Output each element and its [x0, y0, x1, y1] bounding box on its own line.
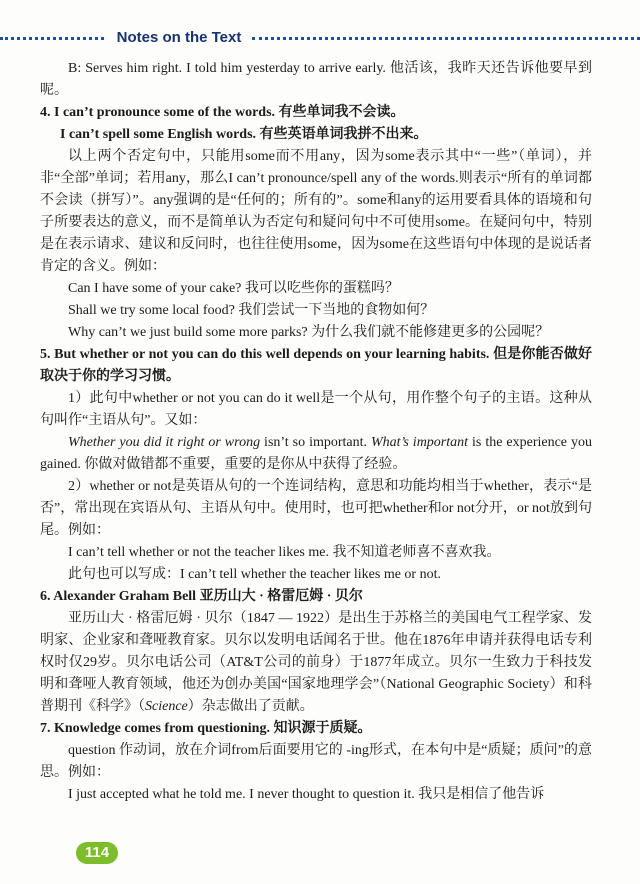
note-7-paragraph: question 作动词，放在介词from后面要用它的 -ing形式，在本句中是“质疑；质问”的意思。例如： [40, 743, 592, 780]
note-5-paragraph-2: 2）whether or not是英语从句的一个连词结构，意思和功能均相当于whether，表示“是否”，常出现在宾语从句、主语从句中。使用时，也可把whether和or not分开，or not放到句尾。例如： [40, 479, 592, 538]
dialogue-line-b: B: Serves him right. I told him yesterday to arrive early. 他活该，我昨天还告诉他要早到呢。 [40, 61, 592, 98]
example-cake: Can I have some of your cake? 我可以吃些你的蛋糕吗？ [68, 281, 399, 296]
science-title: Science [145, 699, 188, 714]
note-5-heading: 5. But whether or not you can do this well depends on your learning habits. 但是你能否做好取决于你的学习习惯。 [40, 347, 592, 384]
note-5-paragraph-1: 1）此句中whether or not you can do it well是一个从句，用作整个句子的主语。这种从句叫作“主语从句”。又如： [40, 391, 592, 428]
note-6-paragraph [40, 608, 592, 718]
bell-bio-text: 亚历山大 · 格雷厄姆 · 贝尔（1847 — 1922）是出生于苏格兰的美国电气工程学家、发明家、企业家和聋哑教育家。贝尔以发明电话闻名于世。他在1876年申请并获得电话专利权时仅29岁。贝尔电话公司（AT&T公司的前身）于1877年成立。贝尔一生致力于科技发明和聋哑人教育领域，他还为创办美国“国家地理学会”（National Geographic Society）和科普期刊《科学》（ [40, 611, 592, 714]
example-right-or-wrong [40, 432, 592, 476]
example-parks: Why can’t we just build some more parks? 为什么我们就不能修建更多的公园呢？ [68, 325, 550, 340]
note-4-paragraph: 以上两个否定句中，只能用some而不用any，因为some表示其中“一些”（单词），并非“全部”单词；若用any，那么I can’t pronounce/spell any of the words.则表示“所有的单词都不会读（拼写）”。any强调的是“任何的；所有的”。some和any的运用要看具体的语境和句子所要表达的意义，而不是简单认为否定句和疑问句中不可使用some。在疑问句中，特别是在表示请求、建议和反问时，也往往使用some，因为some在这些语句中体现的是说话者肯定的含义。例如： [40, 149, 592, 274]
header-title: Notes on the Text [116, 29, 242, 46]
page-number-badge: 114 [76, 842, 118, 864]
header-dots-left [0, 37, 104, 40]
note-7-heading: 7. Knowledge comes from questioning. 知识源于质疑。 [40, 721, 372, 736]
italic-phrase-1: Whether you did it right or wrong [68, 435, 261, 450]
page-content [40, 58, 592, 806]
header-dots-right [252, 37, 640, 40]
example-text-2: is the experience you gained. 你做对做错都不重要，重要的是你从中获得了经验。 [40, 435, 592, 472]
italic-phrase-2: What’s important [370, 435, 469, 450]
example-alternative: 此句也可以写成：I can’t tell whether the teacher likes me or not. [68, 567, 441, 582]
bell-bio-end: ）杂志做出了贡献。 [187, 699, 314, 714]
note-6-heading: 6. Alexander Graham Bell 亚历山大 · 格雷厄姆 · 贝尔 [40, 589, 363, 604]
page-header [0, 26, 640, 50]
example-question-it: I just accepted what he told me. I never thought to question it. 我只是相信了他告诉 [68, 787, 545, 802]
example-teacher-likes: I can’t tell whether or not the teacher likes me. 我不知道老师喜不喜欢我。 [68, 545, 501, 560]
example-local-food: Shall we try some local food? 我们尝试一下当地的食物如何？ [68, 303, 435, 318]
note-4-subheading: I can’t spell some English words. 有些英语单词我拼不出来。 [60, 127, 428, 142]
note-4-heading: 4. I can’t pronounce some of the words. 有些单词我不会读。 [40, 105, 405, 120]
example-text-1: isn’t so important. [260, 435, 371, 450]
